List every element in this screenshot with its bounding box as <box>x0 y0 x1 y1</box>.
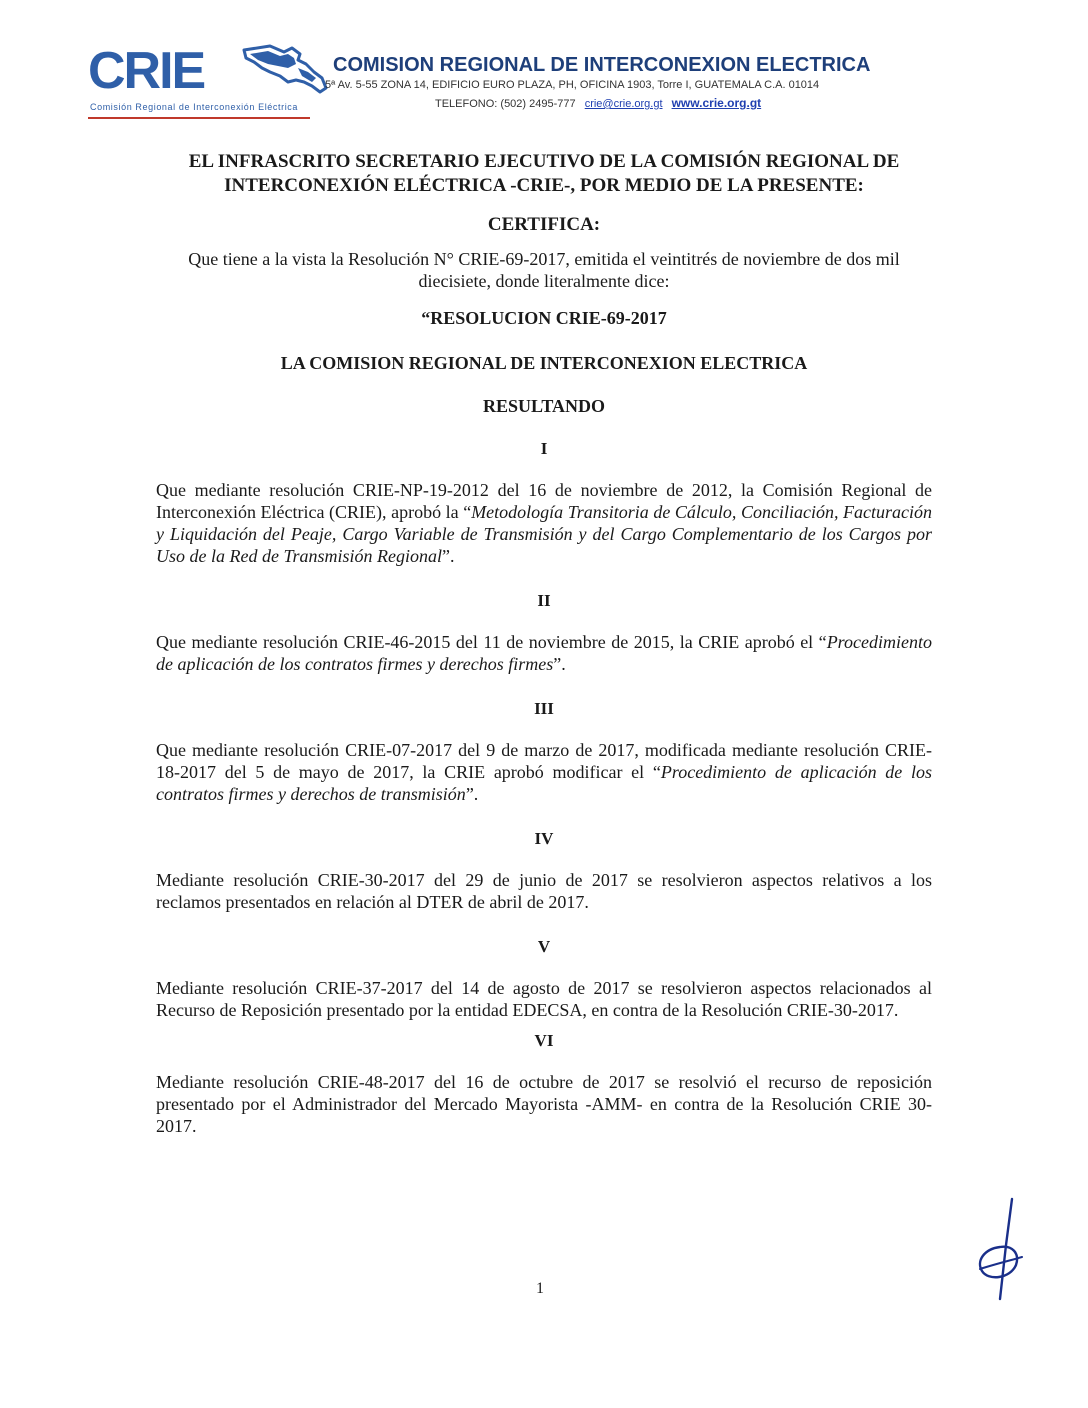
section-paragraph: Mediante resolución CRIE-37-2017 del 14 de agosto de 2017 se resolvieron aspectos relacionados al Recurso de Reposición presentado por la entidad EDECSA, en contra de la Resolución CRIE-30-2017. <box>156 978 932 1020</box>
section-numeral: V <box>537 937 551 956</box>
document-body <box>156 150 932 1161</box>
website-link[interactable]: www.crie.org.gt <box>671 96 762 110</box>
intro-paragraph: Que tiene a la vista la Resolución N° CRIE-69-2017, emitida el veintitrés de noviembre de dos mil diecisiete, donde literalmente dice: <box>188 249 900 291</box>
section-numeral: II <box>537 591 551 610</box>
section-numeral: III <box>534 699 554 718</box>
central-america-map-icon <box>240 42 330 102</box>
handwritten-signature <box>970 1195 1030 1305</box>
section-paragraph: Que mediante resolución CRIE-NP-19-2012 del 16 de noviembre de 2012, la Comisión Regional de Interconexión Eléctrica (CRIE), aprobó la “Metodología Transitoria de Cálculo, Conciliación, Facturación y Liquidación del Peaje, Cargo Variable de Transmisión y del Cargo Complementario de los Cargos por Uso de la Red de Transmisión Regional”. <box>156 480 932 566</box>
commission-name: LA COMISION REGIONAL DE INTERCONEXION ELECTRICA <box>280 353 808 373</box>
resolution-title: “RESOLUCION CRIE-69-2017 <box>421 308 667 328</box>
crie-logo <box>88 42 328 122</box>
section-paragraph: Que mediante resolución CRIE-46-2015 del 11 de noviembre de 2015, la CRIE aprobó el “Procedimiento de aplicación de los contratos firmes y derechos firmes”. <box>156 632 932 674</box>
logo-subtitle: Comisión Regional de Interconexión Eléctrica <box>90 102 298 112</box>
contact-line <box>435 96 761 110</box>
section-paragraph: Mediante resolución CRIE-30-2017 del 29 de junio de 2017 se resolvieron aspectos relativos a los reclamos presentados en relación al DTER de abril de 2017. <box>156 870 932 912</box>
document-heading: EL INFRASCRITO SECRETARIO EJECUTIVO DE LA COMISIÓN REGIONAL DE INTERCONEXIÓN ELÉCTRICA -CRIE-, POR MEDIO DE LA PRESENTE: <box>188 151 900 196</box>
section-paragraph: Que mediante resolución CRIE-07-2017 del 9 de marzo de 2017, modificada mediante resolución CRIE-18-2017 del 5 de mayo de 2017, la CRIE aprobó modificar el “Procedimiento de aplicación de los contratos firmes y derechos de transmisión”. <box>156 740 932 804</box>
section-numeral: I <box>540 439 548 458</box>
page-number: 1 <box>536 1280 544 1297</box>
certifica-title: CERTIFICA: <box>487 214 601 235</box>
organization-title: COMISION REGIONAL DE INTERCONEXION ELECTRICA <box>333 54 871 76</box>
section-numeral: VI <box>534 1031 554 1050</box>
telephone-number: (502) 2495-777 <box>500 98 576 110</box>
logo-text: CRIE <box>88 42 205 100</box>
organization-address: 5ª Av. 5-55 ZONA 14, EDIFICIO EURO PLAZA, PH, OFICINA 1903, Torre I, GUATEMALA C.A. 01014 <box>325 79 820 91</box>
section-numeral: IV <box>534 829 554 848</box>
email-link[interactable]: crie@crie.org.gt <box>584 98 663 110</box>
letterhead <box>0 0 1088 130</box>
section-paragraph: Mediante resolución CRIE-48-2017 del 16 de octubre de 2017 se resolvió el recurso de reposición presentado por el Administrador del Mercado Mayorista -AMM- en contra de la Resolución CRIE 30-2017. <box>156 1072 932 1136</box>
resultando-heading: RESULTANDO <box>482 396 606 416</box>
logo-underline <box>88 117 310 119</box>
telephone-label: TELEFONO: <box>435 98 498 110</box>
